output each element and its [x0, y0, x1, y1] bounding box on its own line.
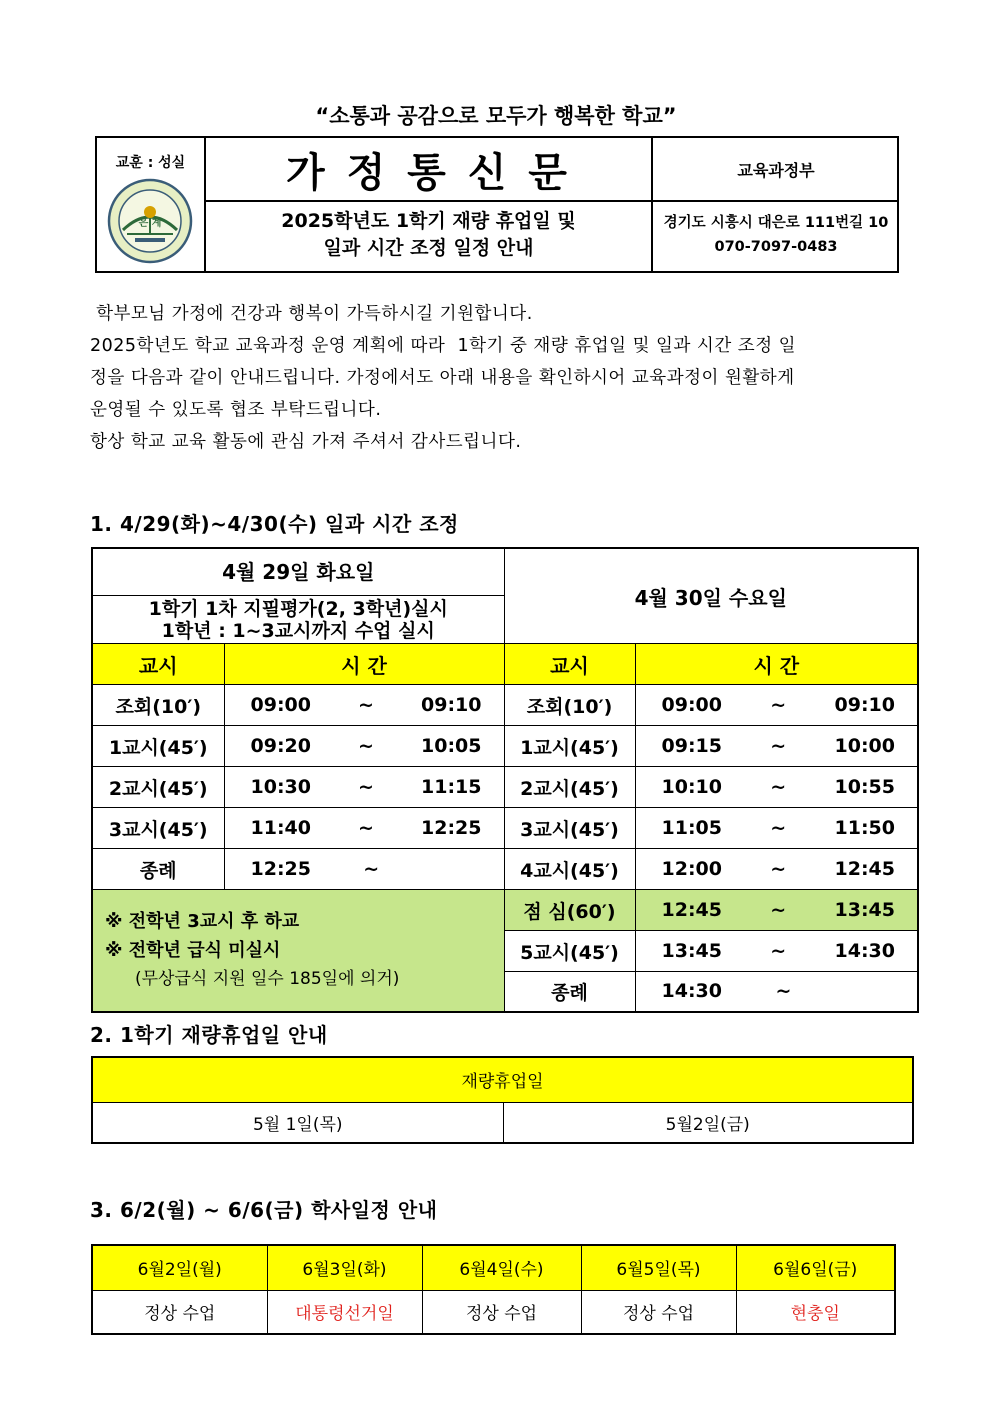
intro-line: 항상 학교 교육 활동에 관심 가져 주셔서 감사드립니다.: [90, 432, 522, 452]
time-cell: 09:20 ~ 10:05: [250, 735, 482, 757]
time-cell: 13:45 ~ 14:30: [661, 940, 895, 962]
school-motto-banner: “소통과 공감으로 모두가 행복한 학교”: [315, 104, 677, 128]
tuesday-header: [93, 549, 504, 643]
tuesday-note: 1학기 1차 지필평가(2, 3학년)실시: [148, 597, 448, 620]
tuesday-date: 4월 29일 화요일: [93, 549, 504, 596]
calendar-event-holiday: 대통령선거일: [267, 1290, 422, 1334]
time-cell: 10:30 ~ 11:15: [250, 776, 482, 798]
calendar-date: 6월4일(수): [422, 1245, 581, 1290]
note-line: ※ 전학년 급식 미실시: [105, 939, 281, 961]
period-cell: 조회(10′): [92, 685, 224, 726]
wednesday-date: 4월 30일 수요일: [504, 548, 918, 644]
col-time-header: 시 간: [635, 644, 918, 685]
document-title: 가 정 통 신 문: [286, 149, 571, 196]
period-cell: 3교시(45′): [92, 808, 224, 849]
calendar-date: 6월5일(목): [581, 1245, 736, 1290]
tuesday-note: 1학년 : 1~3교시까지 수업 실시: [161, 619, 435, 642]
calendar-date: 6월3일(화): [267, 1245, 422, 1290]
section-2-heading: 2. 1학기 재량휴업일 안내: [90, 1023, 328, 1047]
letter-header: [95, 136, 899, 273]
col-period-header: 교시: [92, 644, 224, 685]
notes-cell: [92, 890, 504, 1012]
time-cell: 10:10 ~ 10:55: [661, 776, 895, 798]
period-cell: 점 심(60′): [504, 890, 635, 931]
period-cell: 종례: [504, 972, 635, 1012]
intro-text: [90, 298, 912, 458]
section-3-heading: 3. 6/2(월) ~ 6/6(금) 학사일정 안내: [90, 1198, 438, 1222]
time-cell: 11:05 ~ 11:50: [661, 817, 895, 839]
time-cell: 12:45 ~ 13:45: [661, 899, 895, 921]
period-cell: 4교시(45′): [504, 849, 635, 890]
time-cell: 09:00 ~ 09:10: [661, 694, 895, 716]
holiday-table: [91, 1056, 914, 1144]
section-1-heading: 1. 4/29(화)~4/30(수) 일과 시간 조정: [90, 512, 459, 536]
period-cell: 2교시(45′): [504, 767, 635, 808]
holiday-header: 재량휴업일: [92, 1057, 913, 1102]
period-cell: 3교시(45′): [504, 808, 635, 849]
col-time-header: 시 간: [224, 644, 504, 685]
calendar-table: [91, 1244, 896, 1335]
holiday-day: 5월2일(금): [503, 1102, 913, 1143]
period-cell: 5교시(45′): [504, 931, 635, 972]
time-cell: 12:25 ~: [250, 858, 380, 880]
department-label: 교육과정부: [737, 160, 815, 180]
subtitle-line: 일과 시간 조정 일정 안내: [323, 237, 534, 259]
calendar-date: 6월6일(금): [736, 1245, 895, 1290]
schedule-table: [91, 547, 919, 1013]
note-line: ※ 전학년 3교시 후 하교: [105, 910, 300, 932]
time-cell: 14:30 ~: [661, 980, 792, 1003]
period-cell: 1교시(45′): [504, 726, 635, 767]
holiday-day: 5월 1일(목): [92, 1102, 503, 1143]
note-line: (무상급식 지원 일수 185일에 의거): [135, 968, 400, 989]
calendar-event: 정상 수업: [581, 1290, 736, 1334]
calendar-date: 6월2일(월): [92, 1245, 267, 1290]
intro-line: 정을 다음과 같이 안내드립니다. 가정에서도 아래 내용을 확인하시어 교육과정이 원활하게: [90, 368, 795, 388]
period-cell: 2교시(45′): [92, 767, 224, 808]
school-phone: 070-7097-0483: [714, 239, 838, 255]
school-address: 경기도 시흥시 대은로 111번길 10: [663, 215, 889, 231]
time-cell: 12:00 ~ 12:45: [661, 858, 895, 880]
col-period-header: 교시: [504, 644, 635, 685]
time-cell: 11:40 ~ 12:25: [250, 817, 482, 839]
document-subtitle: [206, 202, 651, 271]
intro-line: 2025학년도 학교 교육과정 운영 계획에 따라 1학기 중 재량 휴업일 및 일과 시간 조정 일: [90, 336, 797, 356]
school-motto-label: 교훈 : 성실: [115, 155, 186, 171]
logo-text: 은 계: [138, 218, 162, 229]
calendar-event: 정상 수업: [92, 1290, 267, 1334]
school-contact: [653, 202, 899, 271]
intro-line: 학부모님 가정에 건강과 행복이 가득하시길 기원합니다.: [90, 304, 533, 324]
period-cell: 1교시(45′): [92, 726, 224, 767]
time-cell: 09:15 ~ 10:00: [661, 735, 895, 757]
time-cell: 09:00 ~ 09:10: [250, 694, 482, 716]
intro-line: 운영될 수 있도록 협조 부탁드립니다.: [90, 400, 382, 420]
subtitle-line: 2025학년도 1학기 재량 휴업일 및: [281, 210, 576, 232]
period-cell: 종례: [92, 849, 224, 890]
calendar-event-holiday: 현충일: [736, 1290, 895, 1334]
calendar-event: 정상 수업: [422, 1290, 581, 1334]
period-cell: 조회(10′): [504, 685, 635, 726]
